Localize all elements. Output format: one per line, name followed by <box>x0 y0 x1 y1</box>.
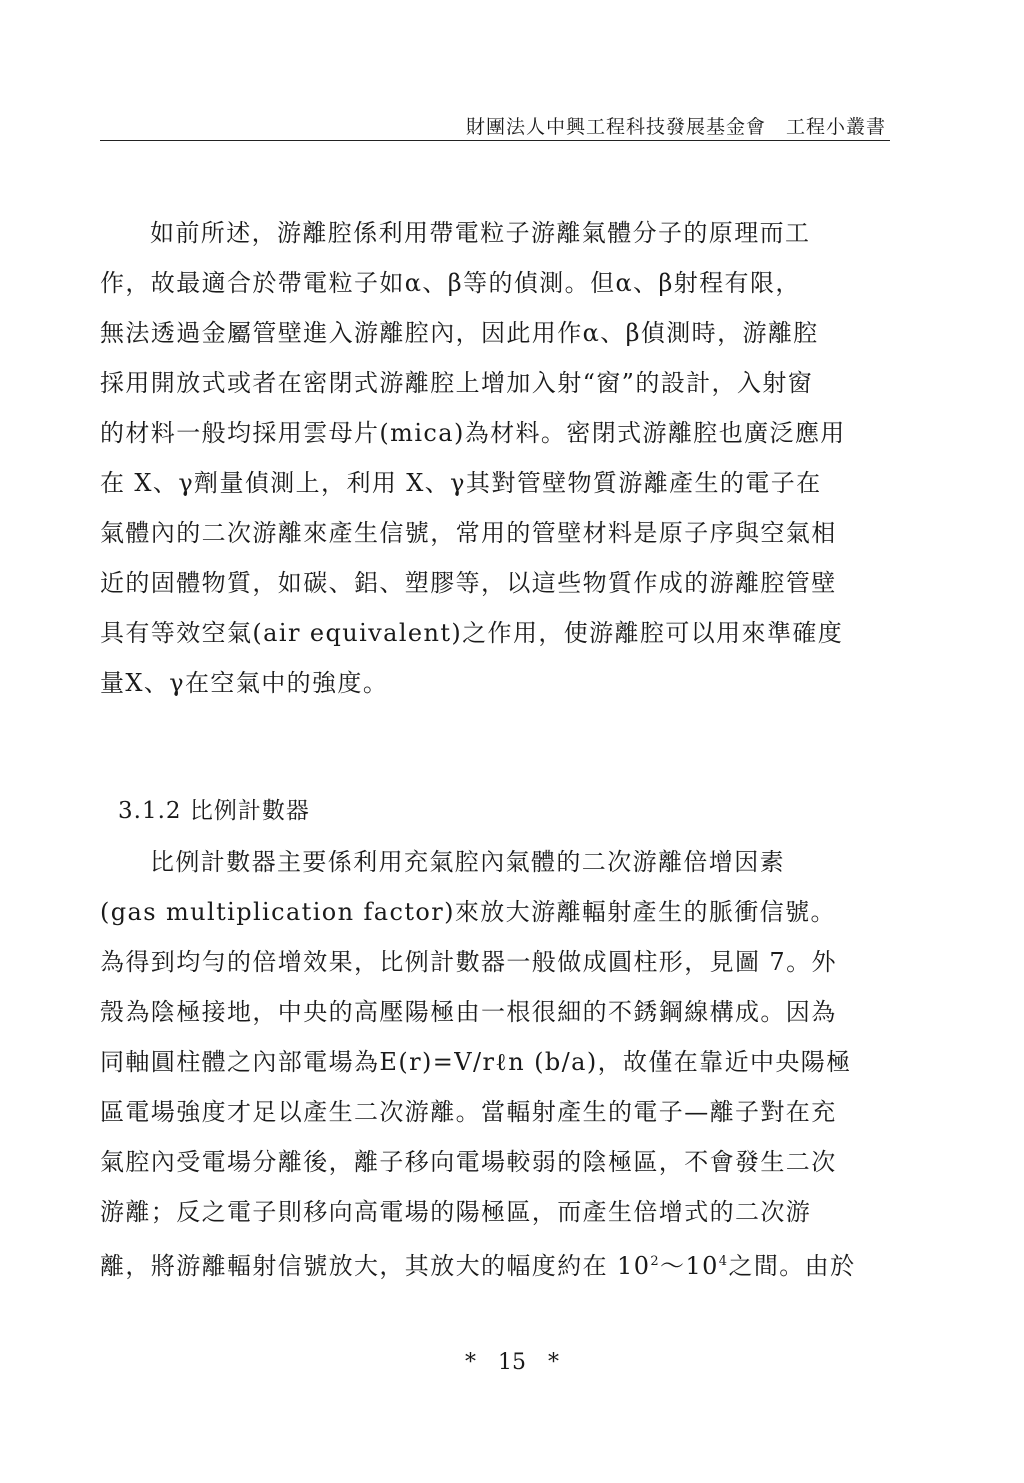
text-line: 作，故最適合於帶電粒子如α、β等的偵測。但α、β射程有限， <box>100 269 801 297</box>
text-line: 採用開放式或者在密閉式游離腔上增加入射“窗”的設計，入射窗 <box>100 369 814 397</box>
paragraph-ionization-chamber <box>100 208 890 708</box>
text-line: (gas multiplication factor)來放大游離輻射產生的脈衝信號。 <box>100 898 836 926</box>
text-line: 比例計數器主要係利用充氣腔內氣體的二次游離倍增因素 <box>150 848 785 876</box>
text-line: 氣腔內受電場分離後，離子移向電場較弱的陰極區，不會發生二次 <box>100 1148 837 1176</box>
page-number: * 15 * <box>465 1350 559 1375</box>
page-header <box>100 112 890 141</box>
superscript: 4 <box>718 1254 729 1269</box>
text-segment: 離，將游離輻射信號放大，其放大的幅度約在 10 <box>100 1252 651 1280</box>
paragraph-proportional-counter <box>100 837 890 1287</box>
section-heading: 3.1.2 比例計數器 <box>118 798 310 824</box>
text-segment: ～10 <box>660 1252 719 1280</box>
text-line: 殼為陰極接地，中央的高壓陽極由一根很細的不銹鋼線構成。因為 <box>100 998 837 1026</box>
text-line: 量X、γ在空氣中的強度。 <box>100 669 389 697</box>
text-line: 在 X、γ劑量偵測上，利用 X、γ其對管壁物質游離產生的電子在 <box>100 469 822 497</box>
text-line: 的材料一般均採用雲母片(mica)為材料。密閉式游離腔也廣泛應用 <box>100 419 846 447</box>
text-line: 近的固體物質，如碳、鋁、塑膠等，以這些物質作成的游離腔管壁 <box>100 569 837 597</box>
header-title: 財團法人中興工程科技發展基金會 工程小叢書 <box>465 116 886 138</box>
text-line: 游離；反之電子則移向高電場的陽極區，而產生倍增式的二次游 <box>100 1198 812 1226</box>
superscript: 2 <box>650 1254 661 1269</box>
text-line: 同軸圓柱體之內部電場為E(r)=V/rℓn (b/a)，故僅在靠近中央陽極 <box>100 1048 852 1076</box>
text-line: 無法透過金屬管壁進入游離腔內，因此用作α、β偵測時，游離腔 <box>100 319 819 347</box>
text-segment: 之間。由於 <box>728 1252 856 1280</box>
text-line-last <box>100 1237 890 1287</box>
text-line: 具有等效空氣(air equivalent)之作用，使游離腔可以用來準確度 <box>100 619 844 647</box>
text-line: 為得到均勻的倍增效果，比例計數器一般做成圓柱形，見圖 7。外 <box>100 948 837 976</box>
text-line: 如前所述，游離腔係利用帶電粒子游離氣體分子的原理而工 <box>150 219 811 247</box>
text-line: 氣體內的二次游離來產生信號，常用的管壁材料是原子序與空氣相 <box>100 519 837 547</box>
text-line: 區電場強度才足以產生二次游離。當輻射產生的電子—離子對在充 <box>100 1098 837 1126</box>
